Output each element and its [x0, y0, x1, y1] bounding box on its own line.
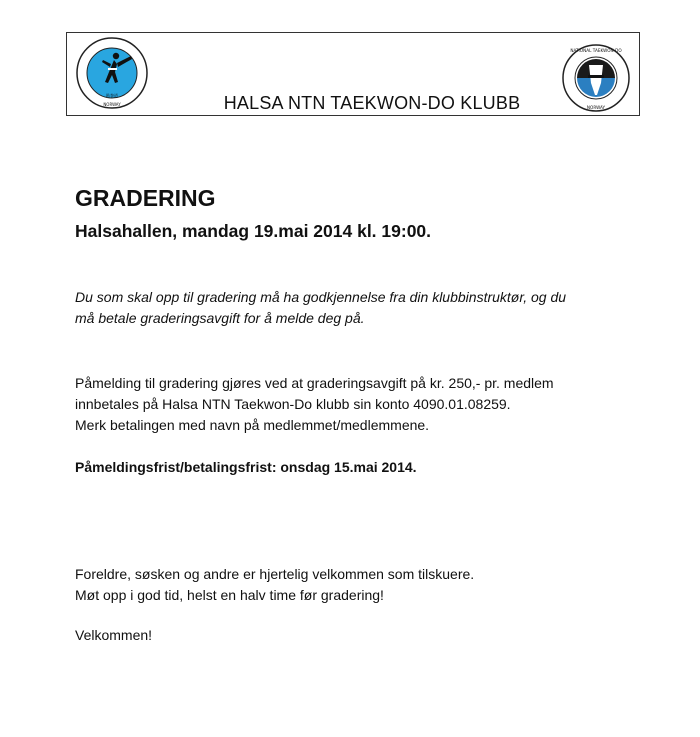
intro-line: Du som skal opp til gradering må ha godkjennelse fra din klubbinstruktør, og du [75, 289, 567, 305]
national-taekwondo-logo [561, 43, 631, 113]
club-name: HALSA NTN TAEKWON-DO KLUBB [223, 93, 521, 113]
registration-line: Merk betalingen med navn på medlemmet/medlemmene. [75, 417, 430, 433]
welcome-paragraph [75, 564, 474, 606]
closing-text: Velkommen! [75, 627, 153, 643]
registration-line: innbetales på Halsa NTN Taekwon-Do klubb sin konto 4090.01.08259. [75, 396, 511, 412]
svg-text:NORWAY: NORWAY [586, 105, 606, 110]
registration-line: Påmelding til gradering gjøres ved at graderingsavgift på kr. 250,- pr. medlem [75, 375, 554, 391]
welcome-line: Møt opp i god tid, helst en halv time før gradering! [75, 587, 384, 603]
svg-text:NORWAY: NORWAY [103, 102, 121, 107]
intro-line: må betale graderingsavgift for å melde deg på. [75, 310, 365, 326]
intro-paragraph [75, 287, 566, 329]
welcome-line: Foreldre, søsken og andre er hjertelig velkommen som tilskuere. [75, 566, 475, 582]
registration-paragraph [75, 373, 554, 436]
svg-text:NATIONAL TAEKWON-DO: NATIONAL TAEKWON-DO [570, 48, 622, 53]
svg-text:跆拳道: 跆拳道 [106, 93, 118, 98]
deadline-text: Påmeldingsfrist/betalingsfrist: onsdag 15.mai 2014. [75, 459, 417, 475]
page-title: GRADERING [75, 185, 216, 211]
letterhead [66, 32, 640, 116]
event-details: Halsahallen, mandag 19.mai 2014 kl. 19:00. [75, 221, 432, 241]
